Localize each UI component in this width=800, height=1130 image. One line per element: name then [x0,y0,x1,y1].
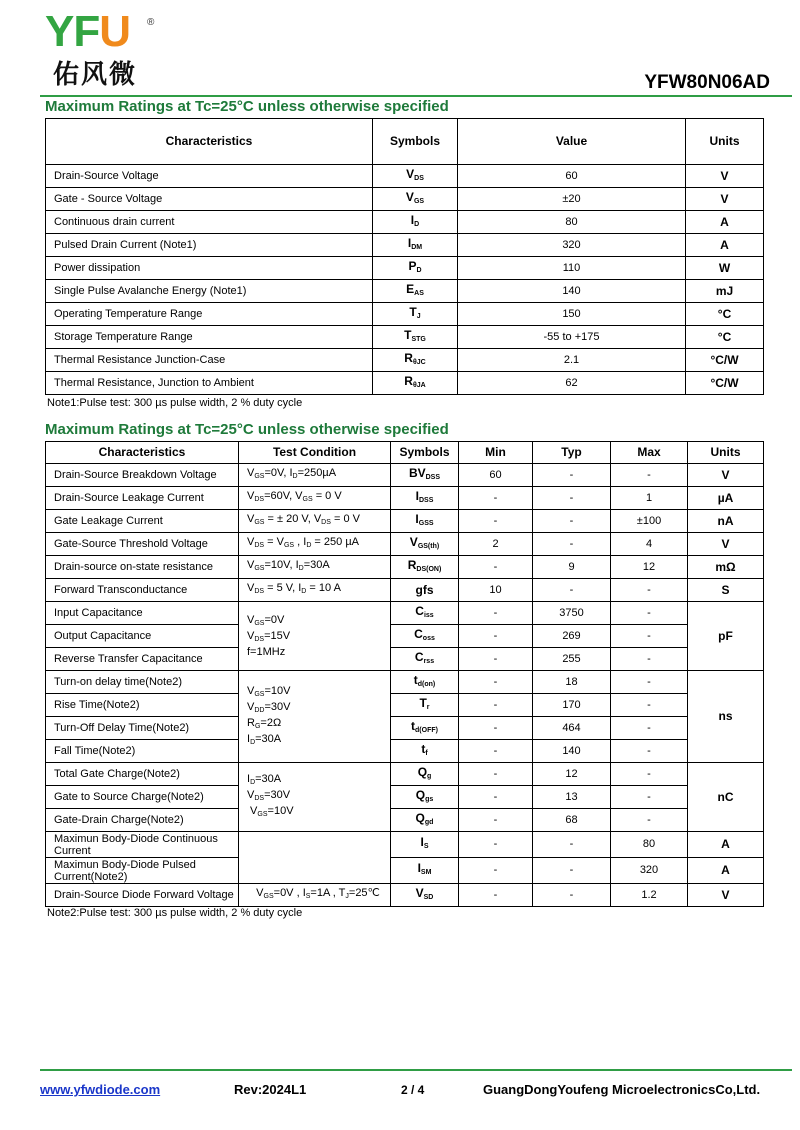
max-cell: - [611,786,688,809]
symbol-cell: $C_{rss}$ [391,648,459,671]
max-cell: - [611,694,688,717]
unit-cell: V [686,188,764,211]
symbol-cell: $I_S$ [391,832,459,858]
typ-cell: 3750 [533,602,611,625]
symbol-cell: $R_{DS(ON)}$ [391,556,459,579]
max-cell: - [611,602,688,625]
characteristic-cell: Gate-Source Threshold Voltage [46,533,239,556]
symbol-cell: $t_{d(OFF)}$ [391,717,459,740]
min-cell: - [459,694,533,717]
max-cell: 1 [611,487,688,510]
max-cell: ±100 [611,510,688,533]
max-cell: - [611,671,688,694]
column-header: Symbols [373,119,458,165]
symbol-cell: $Q_{gs}$ [391,786,459,809]
characteristic-cell: Drain-Source Leakage Current [46,487,239,510]
unit-cell: A [686,234,764,257]
characteristic-cell: Gate-Drain Charge(Note2) [46,809,239,832]
characteristic-cell: Reverse Transfer Capacitance [46,648,239,671]
note-2: Note2:Pulse test: 300 µs pulse width, 2 % duty cycle [47,907,303,919]
max-ratings-table [45,118,764,395]
symbol-cell: $I_{SM}$ [391,858,459,884]
table-row [46,694,764,717]
max-cell: - [611,740,688,763]
typ-cell: - [533,487,611,510]
capacitance-test-condition-cell: $V_{GS}=0V$ $V_{DS}=15V$ f=1MHz [239,602,391,671]
characteristic-cell: Thermal Resistance Junction-Case [46,349,373,372]
table-row [46,717,764,740]
unit-cell: A [688,832,764,858]
unit-cell: °C [686,303,764,326]
logo-chinese-name: 佑风微 [53,60,138,90]
min-cell: - [459,809,533,832]
min-cell: - [459,625,533,648]
unit-cell: V [688,884,764,907]
symbol-cell: $t_f$ [391,740,459,763]
characteristic-cell: Power dissipation [46,257,373,280]
value-cell: 140 [458,280,686,303]
unit-cell: V [688,464,764,487]
characteristic-cell: Turn-Off Delay Time(Note2) [46,717,239,740]
symbol-cell: $Q_g$ [391,763,459,786]
part-number: YFW80N06AD [644,72,770,93]
value-cell: 2.1 [458,349,686,372]
column-header: Min [459,442,533,464]
max-cell: - [611,648,688,671]
characteristic-cell: Storage Temperature Range [46,326,373,349]
company-name: GuangDongYoufeng MicroelectronicsCo,Ltd. [483,1082,761,1097]
table-row [46,832,764,858]
max-cell: 320 [611,858,688,884]
min-cell: - [459,671,533,694]
symbol-cell: $V_{DS}$ [373,165,458,188]
typ-cell: - [533,858,611,884]
note-1: Note1:Pulse test: 300 µs pulse width, 2 % duty cycle [47,397,303,409]
table-row [46,763,764,786]
value-cell: 150 [458,303,686,326]
characteristic-cell: Gate - Source Voltage [46,188,373,211]
header-divider [40,95,792,97]
section-title-max-ratings: Maximum Ratings at Tc=25°C unless otherwise specified [45,98,449,115]
table-row [46,625,764,648]
typ-cell: - [533,533,611,556]
unit-cell: W [686,257,764,280]
characteristic-cell: Maximun Body-Diode Continuous Current [46,832,239,858]
table-row [46,234,764,257]
typ-cell: - [533,832,611,858]
symbol-cell: $Q_{gd}$ [391,809,459,832]
column-header: Units [688,442,764,464]
symbol-cell: $T_J$ [373,303,458,326]
unit-cell: V [688,533,764,556]
company-logo [45,7,160,94]
symbol-cell: $I_D$ [373,211,458,234]
symbol-cell: $T_{STG}$ [373,326,458,349]
characteristic-cell: Rise Time(Note2) [46,694,239,717]
characteristic-cell: Operating Temperature Range [46,303,373,326]
registered-mark: ® [147,17,155,28]
typ-cell: 140 [533,740,611,763]
symbol-cell: $R_{\theta JA}$ [373,372,458,395]
symbol-cell: $t_{d(on)}$ [391,671,459,694]
symbol-cell: $C_{iss}$ [391,602,459,625]
logo-letters: YFU [45,7,131,56]
unit-cell: mJ [686,280,764,303]
table-row [46,211,764,234]
table-row [46,165,764,188]
min-cell: - [459,648,533,671]
min-cell: 2 [459,533,533,556]
characteristic-cell: Continuous drain current [46,211,373,234]
typ-cell: 255 [533,648,611,671]
table-row [46,858,764,884]
electrical-characteristics-table [45,441,764,907]
footer-divider [40,1069,792,1071]
min-cell: 10 [459,579,533,602]
symbol-cell: $C_{oss}$ [391,625,459,648]
typ-cell: 68 [533,809,611,832]
symbol-cell: gfs [391,579,459,602]
max-cell: 80 [611,832,688,858]
switching-test-condition-cell: $V_{GS}=10V$ $V_{DD}=30V$ $R_G=2\Omega$ $I_D=30A$ [239,671,391,763]
test-condition-cell: $V_{GS}=0V$ , $I_S=1A$ , $T_J=25℃$ [239,884,391,907]
symbol-cell: $V_{GS}$ [373,188,458,211]
characteristic-cell: Drain-source on-state resistance [46,556,239,579]
table-row [46,487,764,510]
typ-cell: - [533,464,611,487]
max-cell: 1.2 [611,884,688,907]
unit-cell: S [688,579,764,602]
table-row [46,326,764,349]
characteristic-cell: Fall Time(Note2) [46,740,239,763]
unit-cell: mΩ [688,556,764,579]
max-cell: 4 [611,533,688,556]
table-row [46,740,764,763]
min-cell: - [459,884,533,907]
symbol-cell: $I_{GSS}$ [391,510,459,533]
column-header: Characteristics [46,119,373,165]
test-condition-cell: $V_{GS}=10V$, $I_D=30A$ [239,556,391,579]
characteristic-cell: Gate to Source Charge(Note2) [46,786,239,809]
unit-cell: µA [688,487,764,510]
table-row [46,188,764,211]
value-cell: 60 [458,165,686,188]
unit-cell: °C/W [686,349,764,372]
typ-cell: - [533,510,611,533]
section-title-electrical-characteristics: Maximum Ratings at Tc=25°C unless otherwise specified [45,421,449,438]
max-cell: 12 [611,556,688,579]
symbol-cell: $P_D$ [373,257,458,280]
min-cell: - [459,740,533,763]
typ-cell: 269 [533,625,611,648]
typ-cell: 12 [533,763,611,786]
value-cell: 110 [458,257,686,280]
column-header: Typ [533,442,611,464]
column-header: Symbols [391,442,459,464]
table-header-row [46,442,764,464]
min-cell: - [459,487,533,510]
test-condition-cell: $V_{DS}=60V$, $V_{GS} = 0$ V [239,487,391,510]
max-cell: - [611,625,688,648]
min-cell: - [459,786,533,809]
typ-cell: 13 [533,786,611,809]
max-cell: - [611,717,688,740]
symbol-cell: $V_{GS(th)}$ [391,533,459,556]
max-cell: - [611,763,688,786]
min-cell: - [459,556,533,579]
table-row [46,809,764,832]
characteristic-cell: Forward Transconductance [46,579,239,602]
table-row [46,280,764,303]
typ-cell: - [533,579,611,602]
characteristic-cell: Thermal Resistance, Junction to Ambient [46,372,373,395]
characteristic-cell: Output Capacitance [46,625,239,648]
table-row [46,884,764,907]
table-row [46,671,764,694]
capacitance-unit-cell: pF [688,602,764,671]
min-cell: - [459,858,533,884]
table-row [46,533,764,556]
table-row [46,648,764,671]
table-row [46,602,764,625]
characteristic-cell: Input Capacitance [46,602,239,625]
typ-cell: 9 [533,556,611,579]
table-row [46,257,764,280]
symbol-cell: $I_{DSS}$ [391,487,459,510]
gate-charge-unit-cell: nC [688,763,764,832]
symbol-cell: $BV_{DSS}$ [391,464,459,487]
table-row [46,510,764,533]
unit-cell: °C/W [686,372,764,395]
value-cell: -55 to +175 [458,326,686,349]
table-header-row [46,119,764,165]
typ-cell: - [533,884,611,907]
test-condition-cell: $V_{GS}=0V$, $I_D=250\mu A$ [239,464,391,487]
characteristic-cell: Drain-Source Voltage [46,165,373,188]
table-row [46,579,764,602]
value-cell: 80 [458,211,686,234]
column-header: Test Condition [239,442,391,464]
unit-cell: A [686,211,764,234]
min-cell: - [459,832,533,858]
symbol-cell: $E_{AS}$ [373,280,458,303]
characteristic-cell: Turn-on delay time(Note2) [46,671,239,694]
revision-label: Rev:2024L1 [234,1082,307,1097]
unit-cell: nA [688,510,764,533]
typ-cell: 464 [533,717,611,740]
test-condition-cell: $V_{GS}$ = ± 20 V, $V_{DS} = 0$ V [239,510,391,533]
switching-unit-cell: ns [688,671,764,763]
max-cell: - [611,579,688,602]
max-cell: - [611,464,688,487]
min-cell: - [459,602,533,625]
column-header: Value [458,119,686,165]
min-cell: - [459,763,533,786]
page-number: 2 / 4 [401,1083,425,1097]
unit-cell: V [686,165,764,188]
table-row [46,372,764,395]
symbol-cell: $R_{\theta JC}$ [373,349,458,372]
min-cell: 60 [459,464,533,487]
symbol-cell: $I_{DM}$ [373,234,458,257]
characteristic-cell: Pulsed Drain Current (Note1) [46,234,373,257]
typ-cell: 18 [533,671,611,694]
test-condition-cell: $V_{DS} = 5$ V, $I_D = 10$ A [239,579,391,602]
min-cell: - [459,717,533,740]
value-cell: 62 [458,372,686,395]
unit-cell: °C [686,326,764,349]
test-condition-cell: $V_{DS} = V_{GS}$ , $I_D = 250$ µA [239,533,391,556]
table-row [46,303,764,326]
unit-cell: A [688,858,764,884]
characteristic-cell: Single Pulse Avalanche Energy (Note1) [46,280,373,303]
typ-cell: 170 [533,694,611,717]
column-header: Max [611,442,688,464]
symbol-cell: $V_{SD}$ [391,884,459,907]
characteristic-cell: Drain-Source Breakdown Voltage [46,464,239,487]
table-row [46,556,764,579]
min-cell: - [459,510,533,533]
table-row [46,464,764,487]
column-header: Units [686,119,764,165]
table-row [46,349,764,372]
value-cell: 320 [458,234,686,257]
gate-charge-test-condition-cell: $I_D=30A$ $V_{DS}=30V$ $V_{GS}=10V$ [239,763,391,832]
column-header: Characteristics [46,442,239,464]
table-row [46,786,764,809]
value-cell: ±20 [458,188,686,211]
website-link[interactable]: www.yfwdiode.com [40,1082,161,1097]
characteristic-cell: Drain-Source Diode Forward Voltage [46,884,239,907]
diode-test-condition-cell [239,832,391,884]
characteristic-cell: Maximun Body-Diode Pulsed Current(Note2) [46,858,239,884]
max-cell: - [611,809,688,832]
characteristic-cell: Total Gate Charge(Note2) [46,763,239,786]
characteristic-cell: Gate Leakage Current [46,510,239,533]
symbol-cell: $T_r$ [391,694,459,717]
